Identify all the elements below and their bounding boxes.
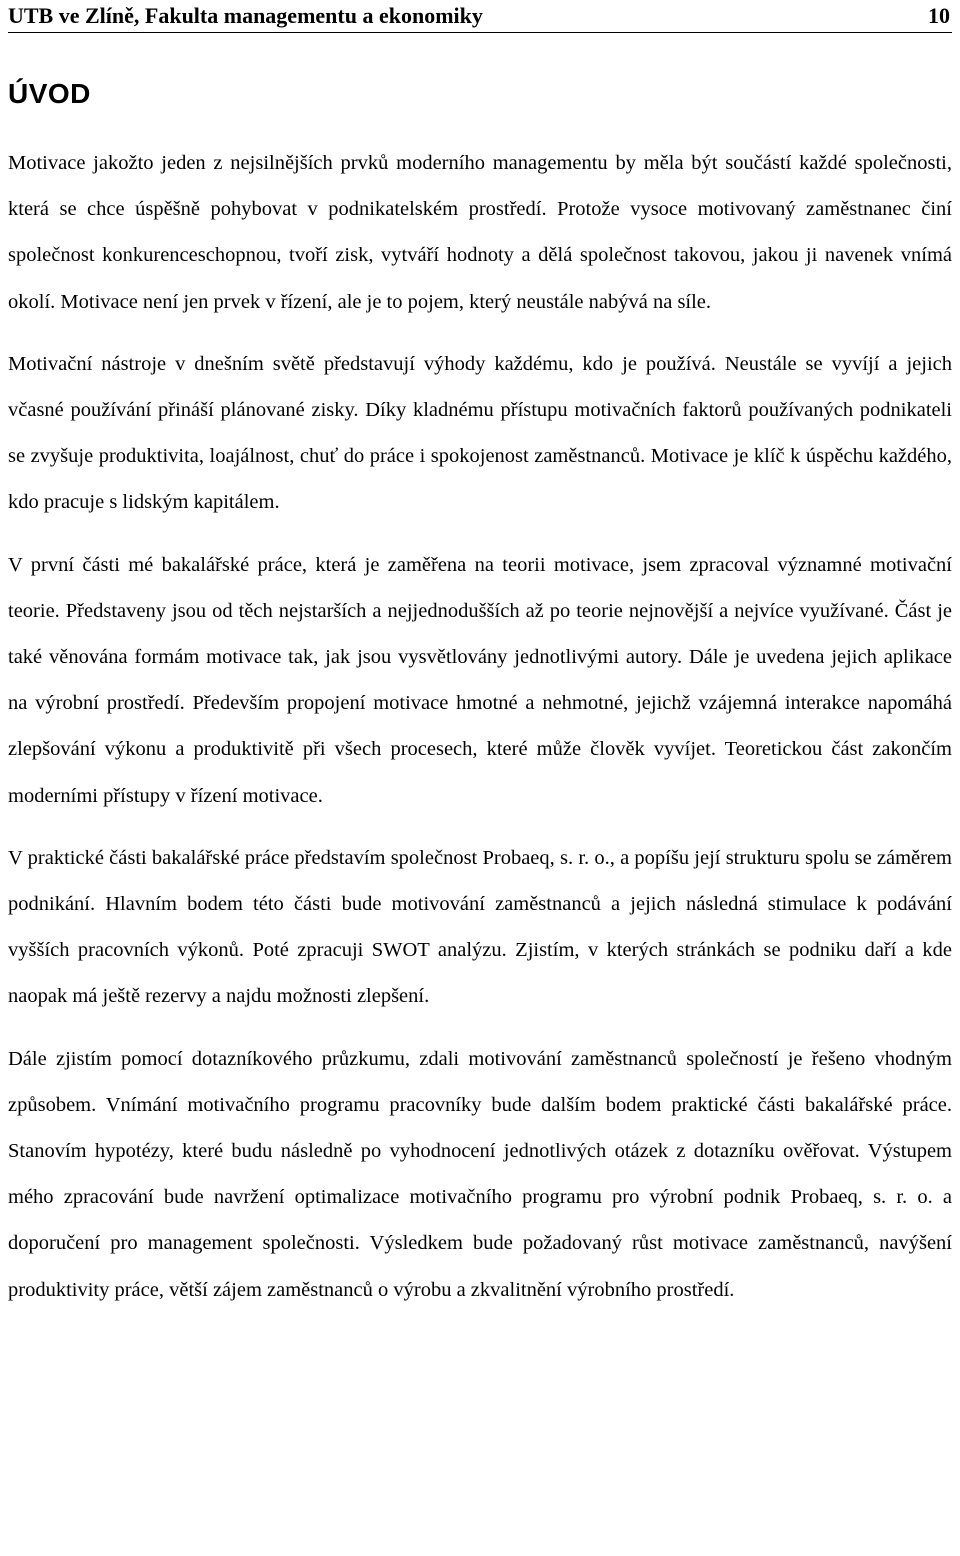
header-institution: UTB ve Zlíně, Fakulta managementu a ekonomiky [8, 3, 483, 28]
paragraph: Motivace jakožto jeden z nejsilnějších prvků moderního managementu by měla být součástí každé společnosti, která se chce úspěšně pohybovat v podnikatelském prostředí. Protože vysoce motivovaný zaměstnanec činí společnost konkurenceschopnou, tvoří zisk, vytváří hodnoty a dělá společnost takovou, jakou ji navenek vnímá okolí. Motivace není jen prvek v řízení, ale je to pojem, který neustále nabývá na síle. [8, 152, 952, 313]
page-number: 10 [928, 3, 950, 28]
chapter-heading: ÚVOD [8, 78, 91, 109]
page-header [8, 0, 952, 33]
paragraph: Dále zjistím pomocí dotazníkového průzkumu, zdali motivování zaměstnanců společností je řešeno vhodným způsobem. Vnímání motivačního programu pracovníky bude dalším bodem praktické části bakalářské práce. Stanovím hypotézy, které budu následně po vyhodnocení jednotlivých otázek z dotazníku ověřovat. Výstupem mého zpracování bude navržení optimalizace motivačního programu pro výrobní podnik Probaeq, s. r. o. a doporučení pro management společnosti. Výsledkem bude požadovaný růst motivace zaměstnanců, navýšení produktivity práce, větší zájem zaměstnanců o výrobu a zkvalitnění výrobního prostředí. [8, 1047, 952, 1301]
paragraph: V praktické části bakalářské práce představím společnost Probaeq, s. r. o., a popíšu její strukturu spolu se záměrem podnikání. Hlavním bodem této části bude motivování zaměstnanců a jejich následná stimulace k podávání vyšších pracovních výkonů. Poté zpracuji SWOT analýzu. Zjistím, v kterých stránkách se podniku daří a kde naopak má ještě rezervy a najdu možnosti zlepšení. [8, 846, 952, 1008]
paragraph: Motivační nástroje v dnešním světě představují výhody každému, kdo je používá. Neustále se vyvíjí a jejich včasné používání přináší plánované zisky. Díky kladnému přístupu motivačních faktorů používaných podnikateli se zvyšuje produktivita, loajálnost, chuť do práce i spokojenost zaměstnanců. Motivace je klíč k úspěchu každého, kdo pracuje s lidským kapitálem. [8, 352, 952, 514]
paragraph: V první části mé bakalářské práce, která je zaměřena na teorii motivace, jsem zpracoval významné motivační teorie. Představeny jsou od těch nejstarších a nejjednodušších až po teorie nejnovější a nejvíce využívané. Část je také věnována formám motivace tak, jak jsou vysvětlovány jednotlivými autory. Dále je uvedena jejich aplikace na výrobní prostředí. Především propojení motivace hmotné a nehmotné, jejichž vzájemná interakce napomáhá zlepšování výkonu a produktivitě při všech procesech, které může člověk vyvíjet. Teoretickou část zakončím moderními přístupy v řízení motivace. [8, 553, 952, 807]
body-text [8, 140, 952, 1329]
